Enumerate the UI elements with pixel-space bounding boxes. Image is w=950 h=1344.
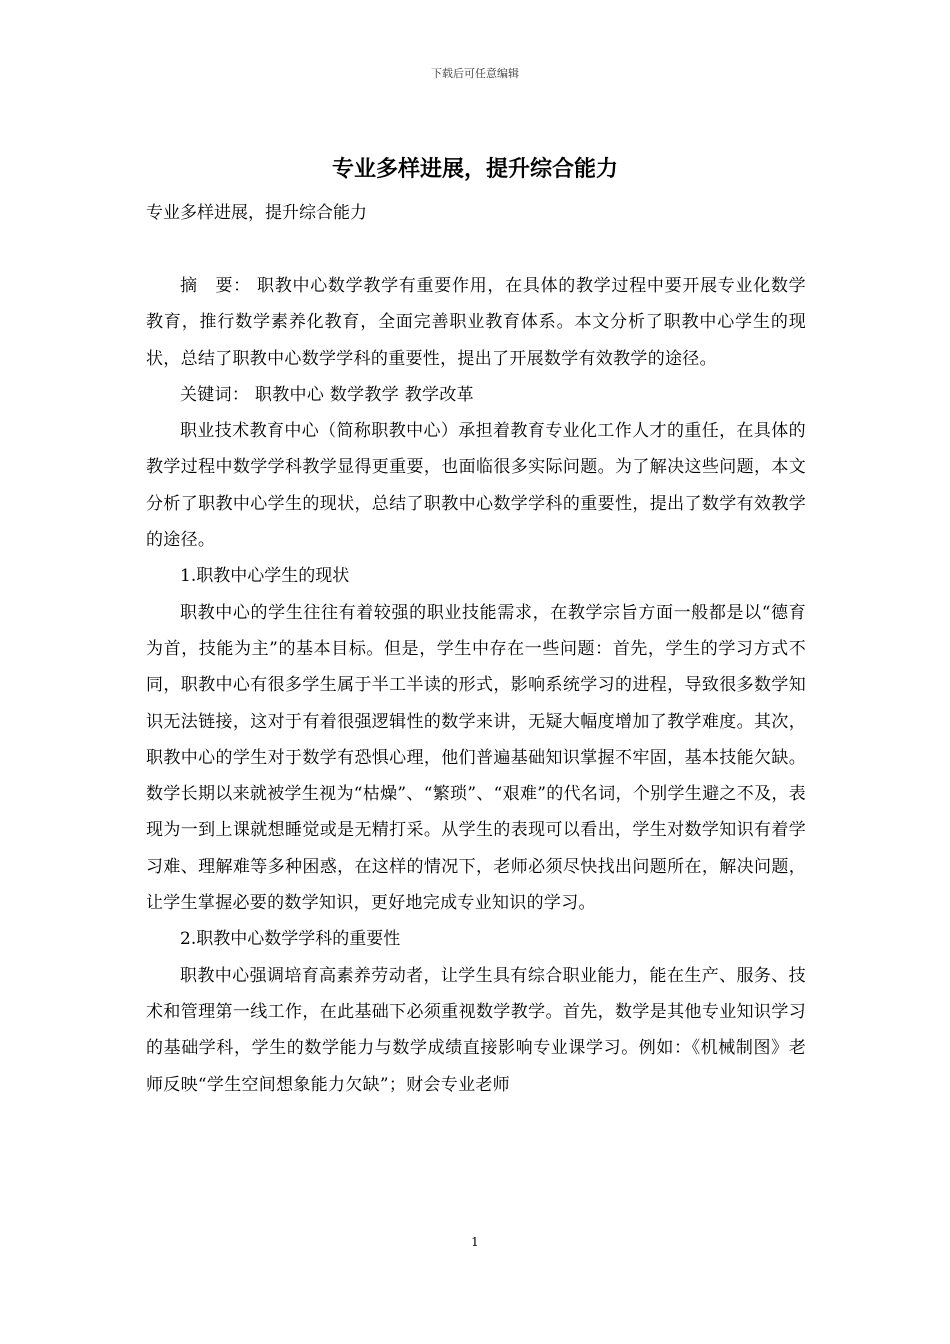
intro-paragraph: 职业技术教育中心（简称职教中心）承担着教育专业化工作人才的重任，在具体的教学过程中数学学科教学显得更重要，也面临很多实际问题。为了解决这些问题，本文分析了职教中心学生的现状，总结了职教中心数学学科的重要性，提出了数学有效教学的途径。 — [146, 421, 806, 551]
section-2-paragraph: 职教中心强调培育高素养劳动者，让学生具有综合职业能力，能在生产、服务、技术和管理第一线工作，在此基础下必须重视数学教学。首先，数学是其他专业知识学习的基础学科，学生的数学能力与数学成绩直接影响专业课学习。例如：《机械制图》老师反映“学生空间想象能力欠缺”；财会专业老师 — [146, 965, 806, 1095]
section-2-heading: 2.职教中心数学学科的重要性 — [180, 929, 401, 950]
document-subtitle: 专业多样进展，提升综合能力 — [146, 203, 367, 223]
abstract-label: 摘 要： — [180, 276, 251, 296]
keywords-label: 关键词： — [180, 384, 250, 405]
header-note: 下载后可任意编辑 — [431, 67, 519, 80]
keywords-paragraph — [146, 377, 806, 413]
page-number: 1 — [471, 1235, 479, 1249]
abstract-text: 职教中心数学教学有重要作用，在具体的教学过程中要开展专业化数学教育，推行数学素养化教育，全面完善职业教育体系。本文分析了职教中心学生的现状，总结了职教中心数学学科的重要性，提出了开展数学有效教学的途径。 — [146, 276, 806, 369]
document-title: 专业多样进展，提升综合能力 — [331, 156, 618, 182]
document-body — [146, 268, 806, 1103]
keywords-text: 职教中心 数学教学 教学改革 — [254, 384, 474, 405]
section-1-paragraph: 职教中心的学生往往有着较强的职业技能需求，在教学宗旨方面一般都是以“德育为首，技能为主”的基本目标。但是，学生中存在一些问题：首先，学生的学习方式不同，职教中心有很多学生属于半工半读的形式，影响系统学习的进程，导致很多数学知识无法链接，这对于有着很强逻辑性的数学来讲，无疑大幅度增加了教学难度。其次，职教中心的学生对于数学有恐惧心理，他们普遍基础知识掌握不牢固，基本技能欠缺。数学长期以来就被学生视为“枯燥”、“繁琐”、“艰难”的代名词，个别学生避之不及，表现为一到上课就想睡觉或是无精打采。从学生的表现可以看出，学生对数学知识有着学习难、理解难等多种困惑，在这样的情况下，老师必须尽快找出问题所在，解决问题，让学生掌握必要的数学知识，更好地完成专业知识的学习。 — [146, 602, 806, 914]
abstract-paragraph — [146, 268, 806, 377]
section-1-heading: 1.职教中心学生的现状 — [180, 566, 350, 587]
